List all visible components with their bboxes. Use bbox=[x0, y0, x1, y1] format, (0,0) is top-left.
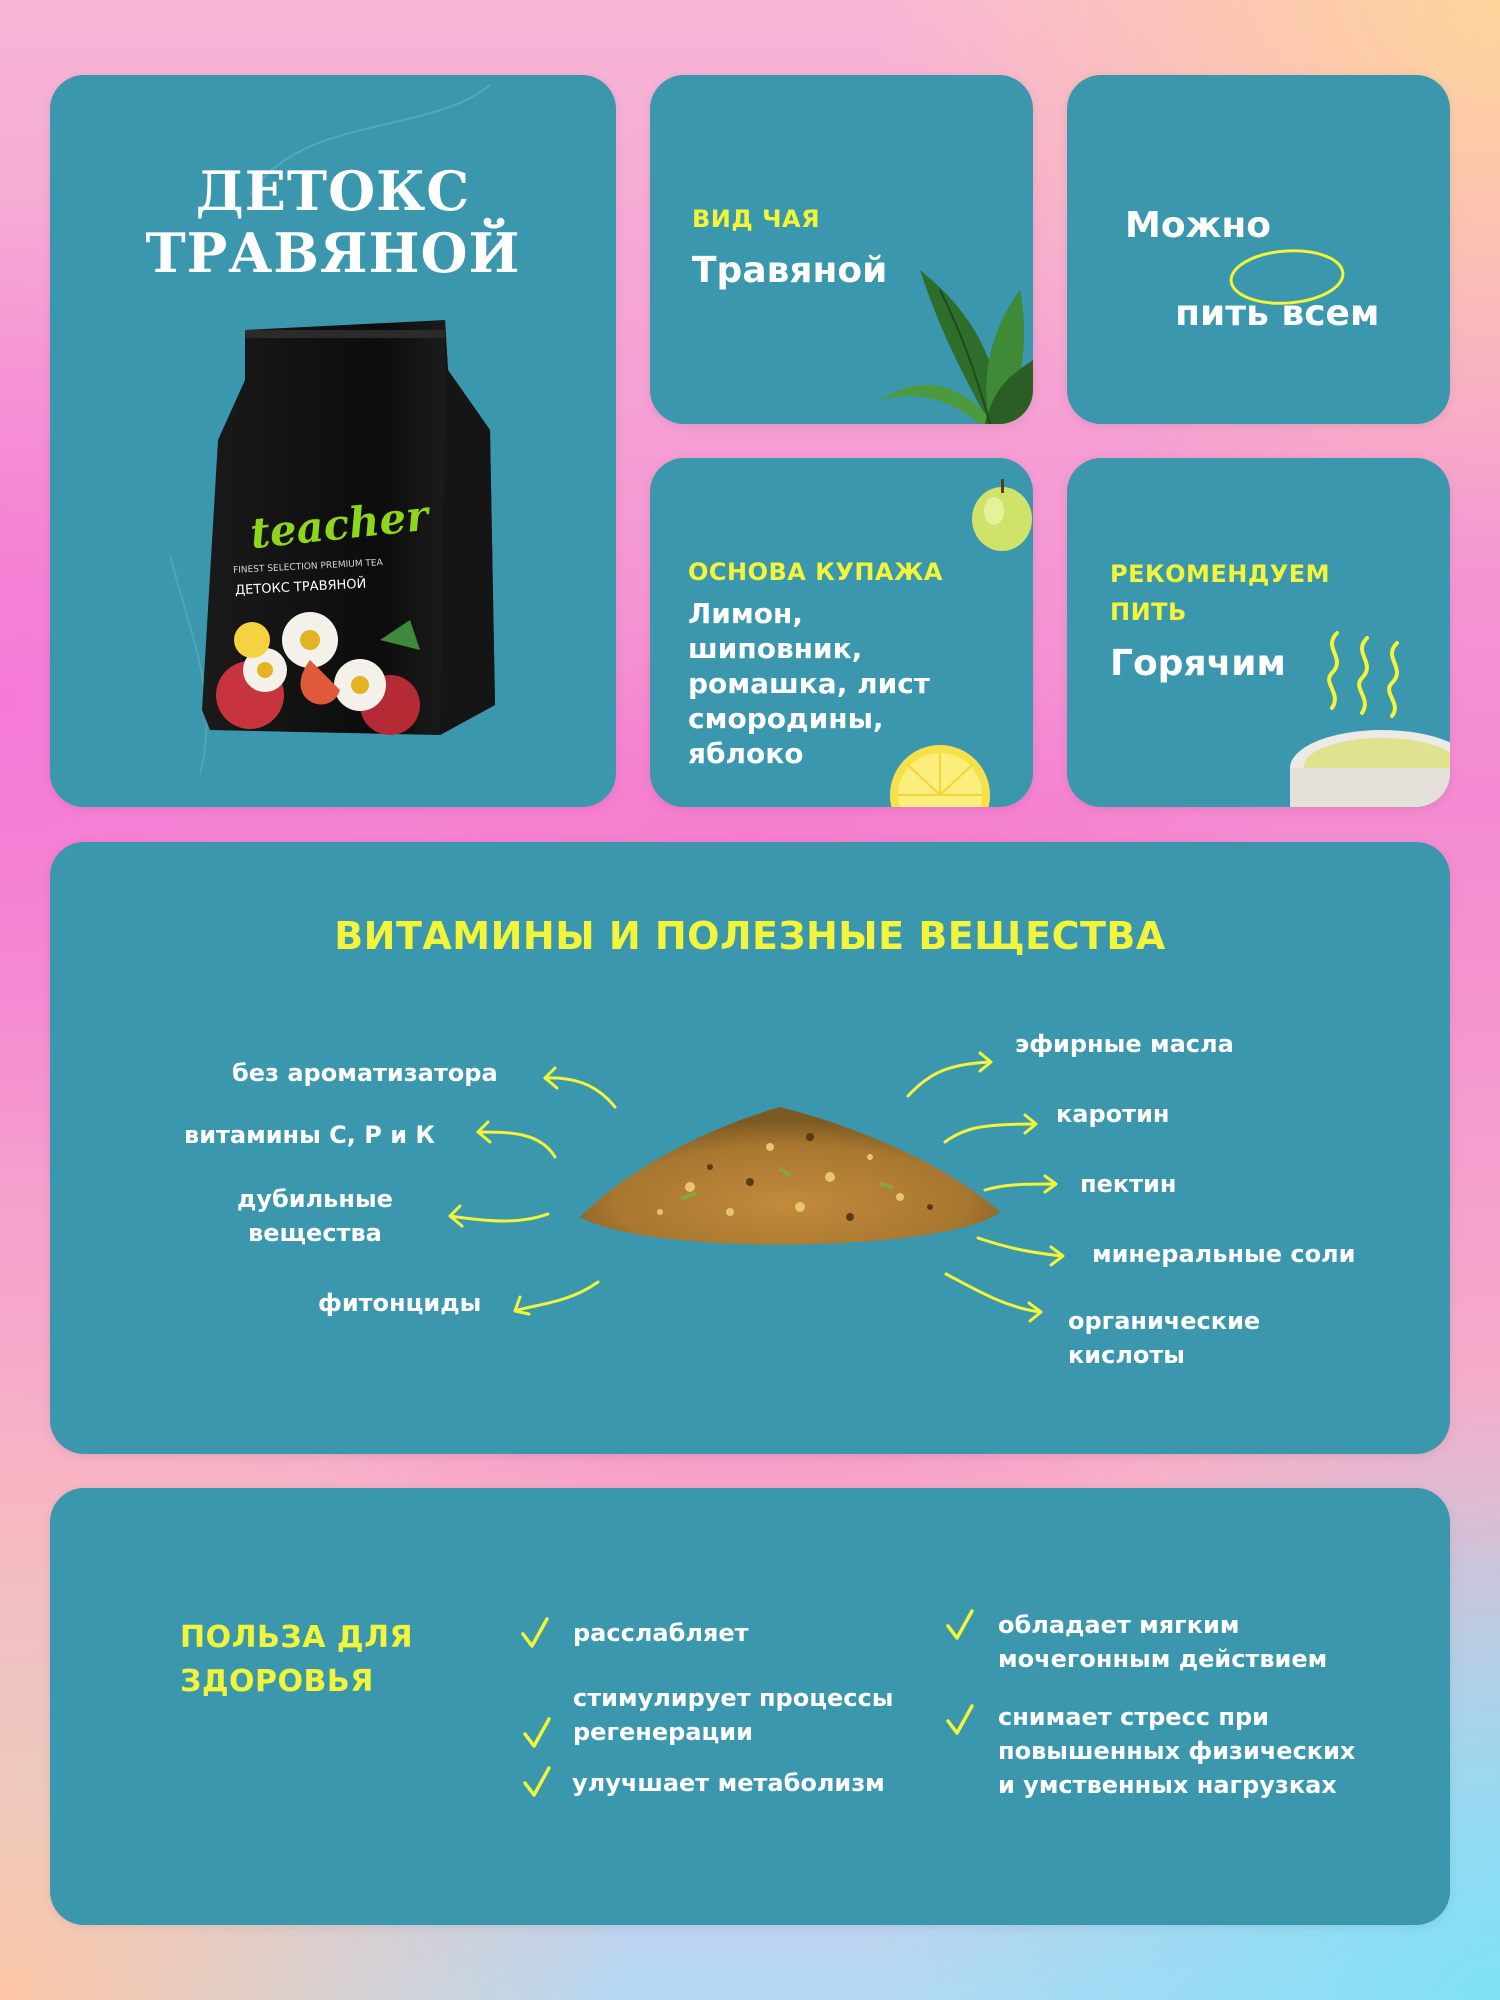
serve-value: Горячим bbox=[1110, 643, 1286, 684]
nutrient-organic-acids bbox=[1068, 1304, 1260, 1372]
nutrient-no-flavoring: без ароматизатора bbox=[232, 1059, 498, 1087]
serve-card bbox=[1067, 458, 1450, 807]
audience-highlight: всем bbox=[1281, 293, 1380, 334]
benefit-stress-line3: и умственных нагрузках bbox=[998, 1771, 1337, 1799]
brand-logo: teacher bbox=[247, 490, 431, 559]
benefit-regeneration-line2: регенерации bbox=[573, 1718, 753, 1746]
nutrient-organic-acids-line1: органические bbox=[1068, 1307, 1261, 1335]
benefit-stress-line2: повышенных физических bbox=[998, 1737, 1356, 1765]
nutrient-tannins bbox=[237, 1182, 393, 1250]
check-icon bbox=[945, 1608, 975, 1642]
tea-cup-image bbox=[1282, 728, 1450, 807]
product-title bbox=[50, 160, 616, 284]
blend-item: смородины, bbox=[688, 702, 884, 735]
steam-icon bbox=[1322, 628, 1412, 718]
check-icon bbox=[520, 1616, 550, 1650]
nutrient-mineral-salts: минеральные соли bbox=[1092, 1240, 1356, 1268]
serve-label-line1: РЕКОМЕНДУЕМ bbox=[1110, 560, 1331, 588]
benefit-stress bbox=[998, 1700, 1355, 1802]
blend-item: ромашка, лист bbox=[688, 667, 931, 700]
check-icon bbox=[945, 1703, 975, 1737]
tea-type-label: ВИД ЧАЯ bbox=[692, 205, 821, 233]
health-title-line1: ПОЛЬЗА ДЛЯ bbox=[180, 1620, 414, 1655]
product-card bbox=[50, 75, 616, 807]
nutrient-tannins-line2: вещества bbox=[248, 1219, 382, 1247]
health-card bbox=[50, 1488, 1450, 1925]
benefit-diuretic bbox=[998, 1608, 1327, 1676]
benefit-regeneration bbox=[573, 1681, 893, 1749]
highlight-ellipse-icon bbox=[1227, 245, 1347, 309]
audience-line1: Можно bbox=[1125, 205, 1271, 246]
nutrients-title: ВИТАМИНЫ И ПОЛЕЗНЫЕ ВЕЩЕСТВА bbox=[334, 914, 1166, 958]
blend-item: Лимон, bbox=[688, 597, 803, 630]
benefit-relaxes: расслабляет bbox=[573, 1619, 749, 1647]
benefit-stress-line1: снимает стресс при bbox=[998, 1703, 1269, 1731]
apple-image bbox=[968, 473, 1033, 553]
benefit-diuretic-line2: мочегонным действием bbox=[998, 1645, 1328, 1673]
blend-card bbox=[650, 458, 1033, 807]
audience-line2-prefix: пить bbox=[1175, 293, 1282, 334]
nutrient-carotene: каротин bbox=[1056, 1100, 1170, 1128]
blend-item: яблоко bbox=[688, 737, 804, 770]
pack-name: ДЕТОКС ТРАВЯНОЙ bbox=[234, 576, 367, 599]
brand-tagline: FINEST SELECTION PREMIUM TEA bbox=[232, 558, 384, 576]
blend-item: шиповник, bbox=[688, 632, 863, 665]
lemon-slice-image bbox=[888, 743, 993, 807]
nutrient-essential-oils: эфирные масла bbox=[1015, 1030, 1234, 1058]
check-icon bbox=[522, 1716, 552, 1750]
plant-leaves-image bbox=[880, 260, 1033, 424]
nutrient-vitamins: витамины С, Р и К bbox=[184, 1121, 436, 1149]
nutrients-card bbox=[50, 842, 1450, 1454]
product-title-line1: ДЕТОКС bbox=[195, 159, 471, 223]
nutrient-organic-acids-line2: кислоты bbox=[1068, 1341, 1186, 1369]
nutrient-phytoncides: фитонциды bbox=[318, 1289, 482, 1317]
product-title-line2: ТРАВЯНОЙ bbox=[145, 221, 521, 285]
benefit-regeneration-line1: стимулирует процессы bbox=[573, 1684, 894, 1712]
serve-label bbox=[1110, 555, 1330, 631]
nutrient-tannins-line1: дубильные bbox=[237, 1185, 393, 1213]
blend-label: ОСНОВА КУПАЖА bbox=[688, 558, 943, 586]
benefit-metabolism: улучшает метаболизм bbox=[572, 1769, 885, 1797]
serve-label-line2: ПИТЬ bbox=[1110, 598, 1187, 626]
tea-type-value: Травяной bbox=[692, 250, 888, 291]
tea-type-card bbox=[650, 75, 1033, 424]
check-icon bbox=[522, 1765, 552, 1799]
benefit-diuretic-line1: обладает мягким bbox=[998, 1611, 1240, 1639]
health-title bbox=[180, 1616, 413, 1704]
nutrient-pectin: пектин bbox=[1080, 1170, 1177, 1198]
health-title-line2: ЗДОРОВЬЯ bbox=[180, 1664, 374, 1699]
audience-card bbox=[1067, 75, 1450, 424]
